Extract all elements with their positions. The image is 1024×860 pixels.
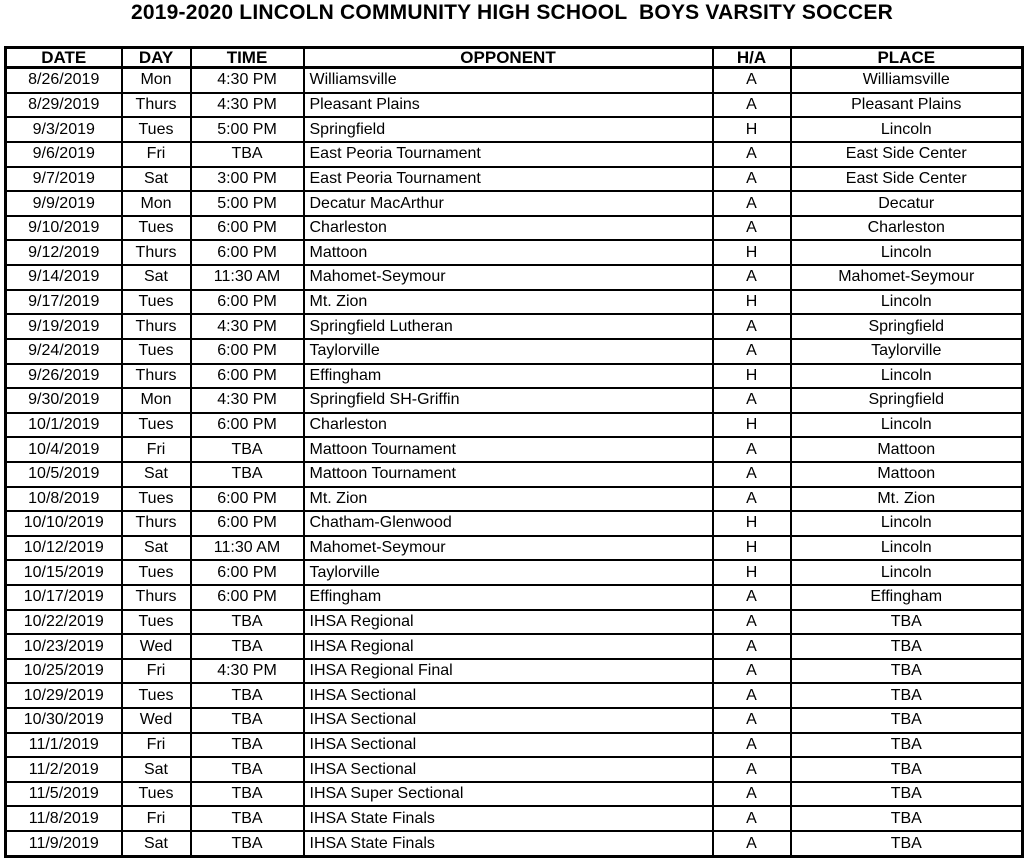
cell-date: 9/19/2019 xyxy=(6,314,122,339)
cell-place: TBA xyxy=(791,757,1023,782)
cell-opponent: IHSA Super Sectional xyxy=(304,782,713,807)
cell-date: 11/2/2019 xyxy=(6,757,122,782)
cell-date: 9/26/2019 xyxy=(6,364,122,389)
cell-day: Sat xyxy=(122,167,191,192)
cell-day: Mon xyxy=(122,191,191,216)
cell-time: TBA xyxy=(191,806,304,831)
cell-opponent: East Peoria Tournament xyxy=(304,142,713,167)
table-row xyxy=(6,806,1023,831)
cell-place: Mt. Zion xyxy=(791,487,1023,512)
cell-ha: A xyxy=(713,610,791,635)
cell-ha: A xyxy=(713,68,791,93)
cell-day: Sat xyxy=(122,757,191,782)
cell-opponent: Mahomet-Seymour xyxy=(304,265,713,290)
cell-opponent: Mattoon xyxy=(304,240,713,265)
cell-ha: A xyxy=(713,167,791,192)
cell-day: Sat xyxy=(122,831,191,856)
cell-time: 6:00 PM xyxy=(191,487,304,512)
cell-time: 4:30 PM xyxy=(191,388,304,413)
cell-opponent: Chatham-Glenwood xyxy=(304,511,713,536)
cell-time: 3:00 PM xyxy=(191,167,304,192)
cell-time: 11:30 AM xyxy=(191,265,304,290)
cell-place: TBA xyxy=(791,610,1023,635)
cell-ha: A xyxy=(713,93,791,118)
cell-opponent: Mt. Zion xyxy=(304,290,713,315)
cell-place: Springfield xyxy=(791,388,1023,413)
cell-date: 10/10/2019 xyxy=(6,511,122,536)
schedule-table-body xyxy=(6,68,1023,857)
cell-day: Tues xyxy=(122,216,191,241)
cell-place: TBA xyxy=(791,831,1023,856)
cell-opponent: Decatur MacArthur xyxy=(304,191,713,216)
cell-opponent: Pleasant Plains xyxy=(304,93,713,118)
cell-opponent: Springfield Lutheran xyxy=(304,314,713,339)
cell-time: TBA xyxy=(191,733,304,758)
cell-day: Mon xyxy=(122,388,191,413)
cell-opponent: Taylorville xyxy=(304,560,713,585)
cell-opponent: IHSA Sectional xyxy=(304,683,713,708)
table-row xyxy=(6,339,1023,364)
cell-date: 10/22/2019 xyxy=(6,610,122,635)
table-row xyxy=(6,585,1023,610)
cell-day: Fri xyxy=(122,659,191,684)
table-row xyxy=(6,511,1023,536)
table-row xyxy=(6,610,1023,635)
cell-opponent: IHSA State Finals xyxy=(304,831,713,856)
cell-opponent: East Peoria Tournament xyxy=(304,167,713,192)
cell-day: Fri xyxy=(122,806,191,831)
cell-time: 6:00 PM xyxy=(191,339,304,364)
table-row xyxy=(6,290,1023,315)
cell-ha: A xyxy=(713,708,791,733)
cell-ha: H xyxy=(713,536,791,561)
cell-ha: A xyxy=(713,314,791,339)
cell-date: 9/30/2019 xyxy=(6,388,122,413)
column-header-time: TIME xyxy=(191,48,304,68)
cell-date: 9/3/2019 xyxy=(6,117,122,142)
cell-time: 5:00 PM xyxy=(191,191,304,216)
cell-ha: A xyxy=(713,216,791,241)
cell-ha: H xyxy=(713,560,791,585)
cell-date: 11/1/2019 xyxy=(6,733,122,758)
cell-time: 6:00 PM xyxy=(191,290,304,315)
cell-opponent: Springfield xyxy=(304,117,713,142)
cell-day: Thurs xyxy=(122,511,191,536)
cell-date: 10/5/2019 xyxy=(6,462,122,487)
cell-ha: A xyxy=(713,142,791,167)
cell-time: 6:00 PM xyxy=(191,216,304,241)
schedule-table xyxy=(4,46,1024,858)
cell-ha: H xyxy=(713,364,791,389)
table-row xyxy=(6,117,1023,142)
cell-date: 9/10/2019 xyxy=(6,216,122,241)
cell-opponent: IHSA Sectional xyxy=(304,733,713,758)
cell-day: Thurs xyxy=(122,240,191,265)
cell-opponent: Taylorville xyxy=(304,339,713,364)
cell-ha: A xyxy=(713,831,791,856)
cell-opponent: Charleston xyxy=(304,413,713,438)
cell-date: 9/9/2019 xyxy=(6,191,122,216)
cell-ha: A xyxy=(713,265,791,290)
cell-ha: A xyxy=(713,806,791,831)
cell-day: Tues xyxy=(122,487,191,512)
cell-ha: A xyxy=(713,437,791,462)
cell-place: TBA xyxy=(791,683,1023,708)
cell-time: 6:00 PM xyxy=(191,240,304,265)
cell-ha: A xyxy=(713,388,791,413)
cell-opponent: Springfield SH-Griffin xyxy=(304,388,713,413)
cell-place: Lincoln xyxy=(791,364,1023,389)
column-header-day: DAY xyxy=(122,48,191,68)
cell-day: Tues xyxy=(122,413,191,438)
cell-opponent: IHSA Sectional xyxy=(304,708,713,733)
cell-date: 11/5/2019 xyxy=(6,782,122,807)
cell-place: Lincoln xyxy=(791,560,1023,585)
cell-time: 5:00 PM xyxy=(191,117,304,142)
table-row xyxy=(6,733,1023,758)
cell-time: TBA xyxy=(191,831,304,856)
cell-place: Lincoln xyxy=(791,117,1023,142)
cell-opponent: IHSA Sectional xyxy=(304,757,713,782)
cell-place: TBA xyxy=(791,659,1023,684)
cell-date: 9/17/2019 xyxy=(6,290,122,315)
table-row xyxy=(6,757,1023,782)
cell-ha: H xyxy=(713,511,791,536)
column-header-date: DATE xyxy=(6,48,122,68)
table-row xyxy=(6,462,1023,487)
cell-time: TBA xyxy=(191,437,304,462)
cell-time: 6:00 PM xyxy=(191,560,304,585)
cell-ha: A xyxy=(713,462,791,487)
cell-time: 4:30 PM xyxy=(191,68,304,93)
column-header-ha: H/A xyxy=(713,48,791,68)
cell-day: Fri xyxy=(122,142,191,167)
cell-day: Fri xyxy=(122,733,191,758)
cell-date: 10/4/2019 xyxy=(6,437,122,462)
cell-opponent: Effingham xyxy=(304,364,713,389)
table-row xyxy=(6,831,1023,856)
table-row xyxy=(6,708,1023,733)
column-header-opponent: OPPONENT xyxy=(304,48,713,68)
cell-time: TBA xyxy=(191,634,304,659)
table-row xyxy=(6,536,1023,561)
cell-time: TBA xyxy=(191,462,304,487)
cell-place: East Side Center xyxy=(791,142,1023,167)
cell-day: Tues xyxy=(122,683,191,708)
cell-place: Decatur xyxy=(791,191,1023,216)
cell-ha: A xyxy=(713,634,791,659)
cell-day: Thurs xyxy=(122,585,191,610)
cell-date: 8/26/2019 xyxy=(6,68,122,93)
cell-time: TBA xyxy=(191,683,304,708)
cell-place: Mattoon xyxy=(791,437,1023,462)
cell-date: 9/14/2019 xyxy=(6,265,122,290)
cell-time: 4:30 PM xyxy=(191,659,304,684)
cell-opponent: Charleston xyxy=(304,216,713,241)
cell-opponent: IHSA State Finals xyxy=(304,806,713,831)
cell-place: Lincoln xyxy=(791,536,1023,561)
cell-place: Charleston xyxy=(791,216,1023,241)
cell-place: TBA xyxy=(791,634,1023,659)
table-row xyxy=(6,191,1023,216)
cell-ha: A xyxy=(713,191,791,216)
cell-opponent: Mt. Zion xyxy=(304,487,713,512)
cell-opponent: Mattoon Tournament xyxy=(304,437,713,462)
cell-place: TBA xyxy=(791,733,1023,758)
table-row xyxy=(6,388,1023,413)
cell-date: 10/29/2019 xyxy=(6,683,122,708)
page-title: 2019-2020 LINCOLN COMMUNITY HIGH SCHOOL BOYS VARSITY SOCCER xyxy=(131,1,893,24)
cell-ha: H xyxy=(713,240,791,265)
cell-day: Tues xyxy=(122,610,191,635)
cell-place: Lincoln xyxy=(791,240,1023,265)
cell-place: TBA xyxy=(791,782,1023,807)
table-row xyxy=(6,240,1023,265)
cell-ha: A xyxy=(713,757,791,782)
cell-ha: A xyxy=(713,683,791,708)
cell-date: 8/29/2019 xyxy=(6,93,122,118)
cell-place: Pleasant Plains xyxy=(791,93,1023,118)
cell-time: 6:00 PM xyxy=(191,511,304,536)
cell-date: 10/25/2019 xyxy=(6,659,122,684)
cell-time: TBA xyxy=(191,708,304,733)
cell-date: 9/12/2019 xyxy=(6,240,122,265)
cell-day: Wed xyxy=(122,708,191,733)
cell-ha: H xyxy=(713,290,791,315)
cell-time: 6:00 PM xyxy=(191,364,304,389)
cell-ha: A xyxy=(713,487,791,512)
cell-time: 6:00 PM xyxy=(191,585,304,610)
cell-opponent: Mattoon Tournament xyxy=(304,462,713,487)
cell-date: 10/30/2019 xyxy=(6,708,122,733)
cell-place: Lincoln xyxy=(791,290,1023,315)
cell-day: Thurs xyxy=(122,314,191,339)
cell-time: TBA xyxy=(191,782,304,807)
cell-day: Thurs xyxy=(122,364,191,389)
cell-opponent: Williamsville xyxy=(304,68,713,93)
cell-date: 10/1/2019 xyxy=(6,413,122,438)
cell-ha: H xyxy=(713,117,791,142)
cell-day: Tues xyxy=(122,339,191,364)
cell-day: Fri xyxy=(122,437,191,462)
cell-date: 11/8/2019 xyxy=(6,806,122,831)
cell-time: TBA xyxy=(191,142,304,167)
cell-day: Wed xyxy=(122,634,191,659)
cell-date: 10/17/2019 xyxy=(6,585,122,610)
cell-day: Tues xyxy=(122,117,191,142)
table-row xyxy=(6,314,1023,339)
cell-time: 6:00 PM xyxy=(191,413,304,438)
cell-place: TBA xyxy=(791,708,1023,733)
cell-date: 9/7/2019 xyxy=(6,167,122,192)
table-row xyxy=(6,216,1023,241)
table-row xyxy=(6,364,1023,389)
table-row xyxy=(6,413,1023,438)
table-row xyxy=(6,68,1023,93)
cell-date: 9/24/2019 xyxy=(6,339,122,364)
cell-time: TBA xyxy=(191,610,304,635)
table-row xyxy=(6,634,1023,659)
cell-place: Mahomet-Seymour xyxy=(791,265,1023,290)
cell-opponent: Effingham xyxy=(304,585,713,610)
cell-ha: A xyxy=(713,339,791,364)
table-row xyxy=(6,487,1023,512)
cell-date: 10/8/2019 xyxy=(6,487,122,512)
cell-time: 11:30 AM xyxy=(191,536,304,561)
cell-place: Mattoon xyxy=(791,462,1023,487)
cell-day: Thurs xyxy=(122,93,191,118)
table-row xyxy=(6,782,1023,807)
cell-place: TBA xyxy=(791,806,1023,831)
cell-time: TBA xyxy=(191,757,304,782)
cell-date: 9/6/2019 xyxy=(6,142,122,167)
cell-place: Effingham xyxy=(791,585,1023,610)
cell-place: East Side Center xyxy=(791,167,1023,192)
cell-place: Lincoln xyxy=(791,511,1023,536)
cell-ha: A xyxy=(713,659,791,684)
table-row xyxy=(6,93,1023,118)
cell-time: 4:30 PM xyxy=(191,314,304,339)
cell-opponent: IHSA Regional xyxy=(304,610,713,635)
column-header-place: PLACE xyxy=(791,48,1023,68)
cell-ha: H xyxy=(713,413,791,438)
table-row xyxy=(6,659,1023,684)
cell-day: Tues xyxy=(122,290,191,315)
cell-place: Lincoln xyxy=(791,413,1023,438)
cell-ha: A xyxy=(713,782,791,807)
header-row xyxy=(6,48,1023,68)
cell-day: Sat xyxy=(122,462,191,487)
cell-time: 4:30 PM xyxy=(191,93,304,118)
cell-place: Williamsville xyxy=(791,68,1023,93)
cell-day: Tues xyxy=(122,782,191,807)
cell-opponent: IHSA Regional xyxy=(304,634,713,659)
cell-date: 10/15/2019 xyxy=(6,560,122,585)
cell-day: Sat xyxy=(122,536,191,561)
cell-ha: A xyxy=(713,733,791,758)
cell-date: 10/23/2019 xyxy=(6,634,122,659)
cell-opponent: Mahomet-Seymour xyxy=(304,536,713,561)
cell-day: Sat xyxy=(122,265,191,290)
cell-opponent: IHSA Regional Final xyxy=(304,659,713,684)
table-row xyxy=(6,560,1023,585)
table-row xyxy=(6,142,1023,167)
cell-place: Springfield xyxy=(791,314,1023,339)
table-row xyxy=(6,437,1023,462)
table-row xyxy=(6,683,1023,708)
cell-day: Mon xyxy=(122,68,191,93)
cell-date: 10/12/2019 xyxy=(6,536,122,561)
table-row xyxy=(6,167,1023,192)
table-row xyxy=(6,265,1023,290)
cell-date: 11/9/2019 xyxy=(6,831,122,856)
cell-ha: A xyxy=(713,585,791,610)
cell-day: Tues xyxy=(122,560,191,585)
cell-place: Taylorville xyxy=(791,339,1023,364)
